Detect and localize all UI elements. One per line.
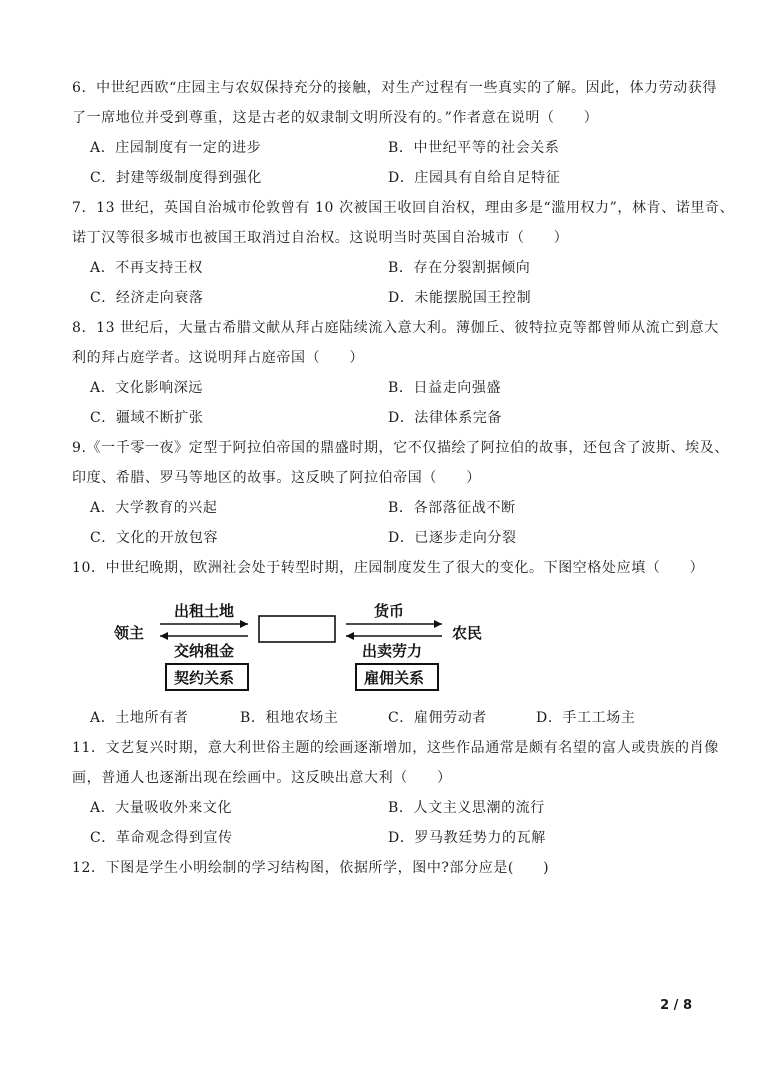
q10-option-b[interactable]: B．租地农场主	[240, 710, 339, 726]
q8-option-c[interactable]: C．疆域不断扩张	[90, 410, 204, 426]
diagram-peasant-label: 农民	[452, 624, 483, 642]
diagram-pay-rent-label: 交纳租金	[174, 642, 235, 660]
diagram-arrowhead-sell-labor	[346, 632, 354, 640]
diagram-sell-labor-label: 出卖劳力	[362, 642, 423, 660]
q6-option-c[interactable]: C．封建等级制度得到强化	[90, 170, 262, 186]
q11-stem-line1: 11．文艺复兴时期，意大利世俗主题的绘画逐渐增加，这些作品通常是颇有名望的富人或贵族的肖像	[72, 740, 719, 756]
q6-option-b[interactable]: B．中世纪平等的社会关系	[388, 140, 560, 156]
q11-stem-line2: 画，普通人也逐渐出现在绘画中。这反映出意大利（ ）	[72, 770, 452, 786]
q7-stem-line2: 诺丁汉等很多城市也被国王取消过自治权。这说明当时英国自治城市（ ）	[72, 230, 569, 246]
diagram-rent-out-label: 出租土地	[174, 602, 235, 620]
q8-stem-line2: 利的拜占庭学者。这说明拜占庭帝国（ ）	[72, 350, 364, 366]
diagram-lord-label: 领主	[114, 624, 145, 642]
q9-option-c[interactable]: C．文化的开放包容	[90, 530, 219, 546]
q7-option-d[interactable]: D．未能摆脱国王控制	[388, 290, 532, 306]
q10-option-a[interactable]: A．土地所有者	[90, 710, 189, 726]
q12-stem-line1: 12．下图是学生小明绘制的学习结构图，依据所学，图中?部分应是( )	[72, 860, 550, 876]
q11-option-a[interactable]: A．大量吸收外来文化	[90, 800, 233, 816]
q8-option-d[interactable]: D．法律体系完备	[388, 410, 503, 426]
diagram-hire-label: 雇佣关系	[364, 669, 425, 687]
diagram-arrowhead-rent-out	[240, 620, 248, 628]
q11-option-c[interactable]: C．革命观念得到宣传	[90, 830, 233, 846]
q8-option-a[interactable]: A．文化影响深远	[90, 380, 203, 396]
q9-stem-line1: 9.《一千零一夜》定型于阿拉伯帝国的鼎盛时期，它不仅描绘了阿拉伯的故事，还包含了波斯、埃及、	[72, 440, 729, 456]
q6-stem-line2: 了一席地位并受到尊重，这是古老的奴隶制文明所没有的。”作者意在说明（ ）	[72, 110, 599, 126]
diagram-blank-box	[259, 616, 335, 642]
diagram-arrowhead-money	[434, 620, 442, 628]
q10-diagram	[112, 596, 512, 700]
q9-option-d[interactable]: D．已逐步走向分裂	[388, 530, 517, 546]
q7-option-a[interactable]: A．不再支持王权	[90, 260, 203, 276]
q10-stem-line1: 10．中世纪晚期，欧洲社会处于转型时期，庄园制度发生了很大的变化。下图空格处应填（ ）	[72, 560, 705, 576]
q7-option-c[interactable]: C．经济走向衰落	[90, 290, 204, 306]
q10-option-c[interactable]: C．雇佣劳动者	[388, 710, 487, 726]
q9-stem-line2: 印度、希腊、罗马等地区的故事。这反映了阿拉伯帝国（ ）	[72, 470, 481, 486]
diagram-contract-label: 契约关系	[174, 669, 235, 687]
q6-option-a[interactable]: A．庄园制度有一定的进步	[90, 140, 262, 156]
q6-option-d[interactable]: D．庄园具有自给自足特征	[388, 170, 561, 186]
q10-option-d[interactable]: D．手工工场主	[536, 710, 636, 726]
q11-option-b[interactable]: B．人文主义思潮的流行	[388, 800, 545, 816]
q8-option-b[interactable]: B．日益走向强盛	[388, 380, 502, 396]
diagram-money-label: 货币	[374, 602, 405, 620]
diagram-arrowhead-pay-rent	[160, 632, 168, 640]
q8-stem-line1: 8．13 世纪后，大量古希腊文献从拜占庭陆续流入意大利。薄伽丘、彼特拉克等都曾师从流亡到意大	[72, 320, 719, 336]
q9-option-b[interactable]: B．各部落征战不断	[388, 500, 516, 516]
q7-stem-line1: 7．13 世纪，英国自治城市伦敦曾有 10 次被国王收回自治权，理由多是“滥用权力”，林肯、诺里奇、	[72, 200, 735, 216]
q6-stem-line1: 6．中世纪西欧“庄园主与农奴保持充分的接触，对生产过程有一些真实的了解。因此，体力劳动获得	[72, 80, 718, 96]
q11-option-d[interactable]: D．罗马教廷势力的瓦解	[388, 830, 546, 846]
page-number: 2 / 8	[660, 998, 692, 1013]
q9-option-a[interactable]: A．大学教育的兴起	[90, 500, 218, 516]
q7-option-b[interactable]: B．存在分裂割据倾向	[388, 260, 531, 276]
